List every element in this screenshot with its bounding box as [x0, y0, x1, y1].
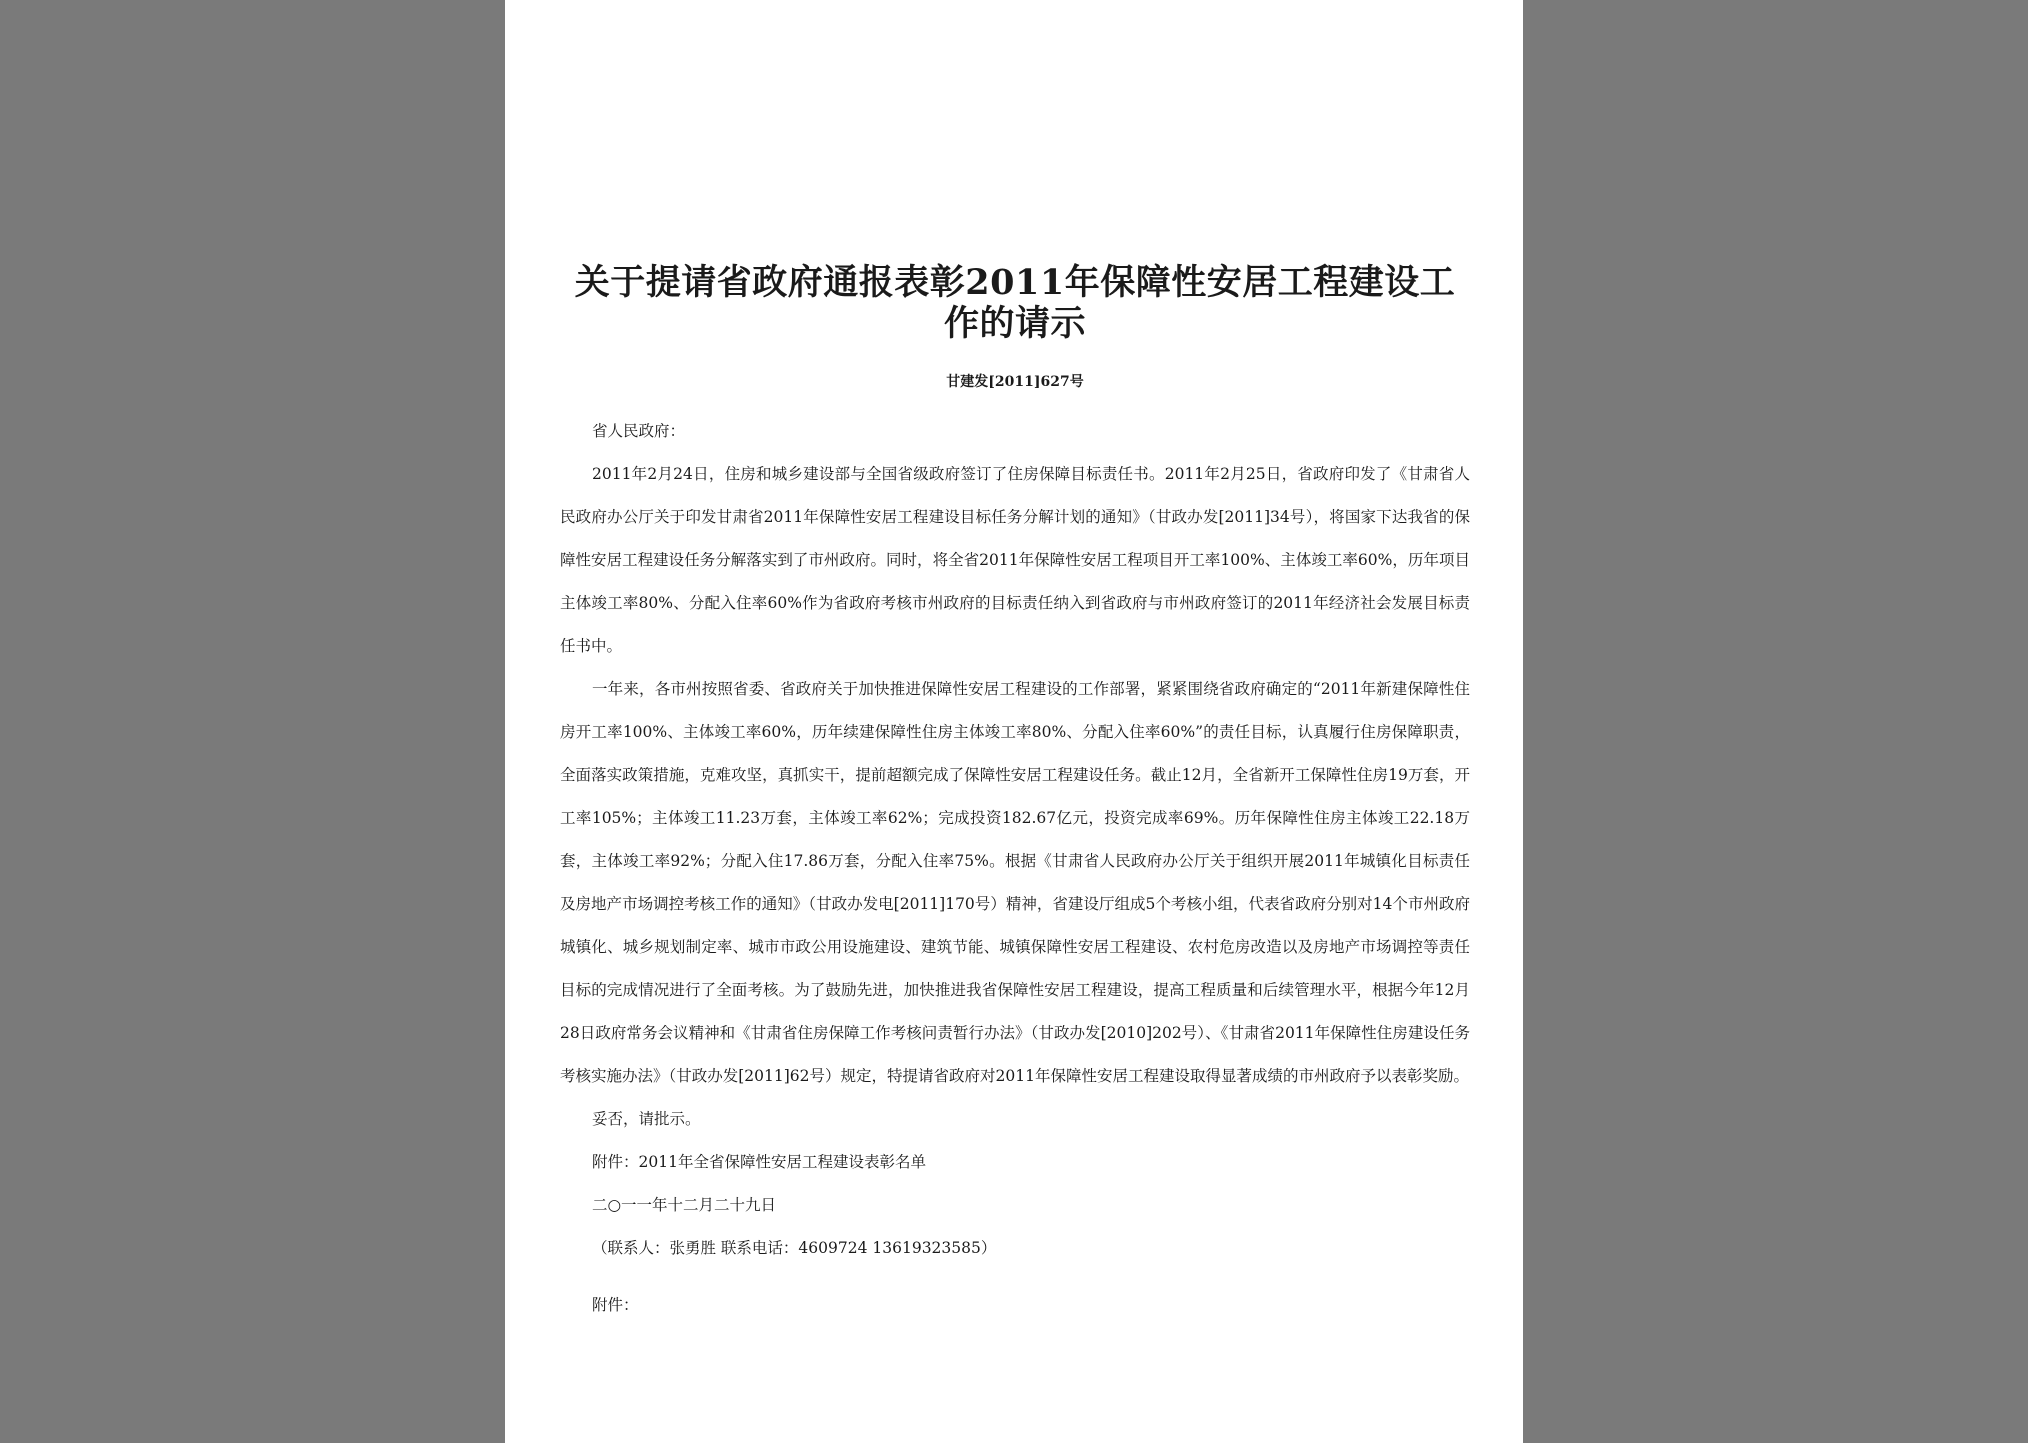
document-body: [560, 410, 1470, 1327]
document-content: [560, 262, 1470, 1327]
attachment-header: 附件：: [592, 1296, 639, 1314]
document-page: [505, 0, 1523, 1443]
salutation: 省人民政府：: [592, 422, 686, 440]
document-number: 甘建发[2011]627号: [946, 374, 1084, 390]
paragraph-2: 一年来，各市州按照省委、省政府关于加快推进保障性安居工程建设的工作部署，紧紧围绕省政府确定的“2011年新建保障性住房开工率100%、主体竣工率60%，历年续建保障性住房主体竣工率80%、分配入住率60%”的责任目标，认真履行住房保障职责，全面落实政策措施，克难攻坚，真抓实干，提前超额完成了保障性安居工程建设任务。截止12月，全省新开工保障性住房19万套，开工率105%；主体竣工11.23万套，主体竣工率62%；完成投资182.67亿元，投资完成率69%。历年保障性住房主体竣工22.18万套，主体竣工率92%；分配入住17.86万套，分配入住率75%。根据《甘肃省人民政府办公厅关于组织开展2011年城镇化目标责任及房地产市场调控考核工作的通知》（甘政办发电[2011]170号）精神，省建设厅组成5个考核小组，代表省政府分别对14个市州政府城镇化、城乡规划制定率、城市市政公用设施建设、建筑节能、城镇保障性安居工程建设、农村危房改造以及房地产市场调控等责任目标的完成情况进行了全面考核。为了鼓励先进，加快推进我省保障性安居工程建设，提高工程质量和后续管理水平，根据今年12月28日政府常务会议精神和《甘肃省住房保障工作考核问责暂行办法》（甘政办发[2010]202号）、《甘肃省2011年保障性住房建设任务考核实施办法》（甘政办发[2011]62号）规定，特提请省政府对2011年保障性安居工程建设取得显著成绩的市州政府予以表彰奖励。: [560, 680, 1470, 1085]
paragraph-1: 2011年2月24日，住房和城乡建设部与全国省级政府签订了住房保障目标责任书。2011年2月25日，省政府印发了《甘肃省人民政府办公厅关于印发甘肃省2011年保障性安居工程建设目标任务分解计划的通知》（甘政办发[2011]34号），将国家下达我省的保障性安居工程建设任务分解落实到了市州政府。同时，将全省2011年保障性安居工程项目开工率100%、主体竣工率60%，历年项目主体竣工率80%、分配入住率60%作为省政府考核市州政府的目标责任纳入到省政府与市州政府签订的2011年经济社会发展目标责任书中。: [560, 465, 1470, 655]
contact-info: （联系人：张勇胜 联系电话：4609724 13619323585）: [592, 1239, 997, 1257]
document-title: 关于提请省政府通报表彰2011年保障性安居工程建设工作的请示: [574, 262, 1456, 344]
closing-line: 妥否，请批示。: [592, 1110, 701, 1128]
document-date: 二○一一年十二月二十九日: [592, 1196, 777, 1214]
attachment-note: 附件：2011年全省保障性安居工程建设表彰名单: [592, 1153, 926, 1171]
